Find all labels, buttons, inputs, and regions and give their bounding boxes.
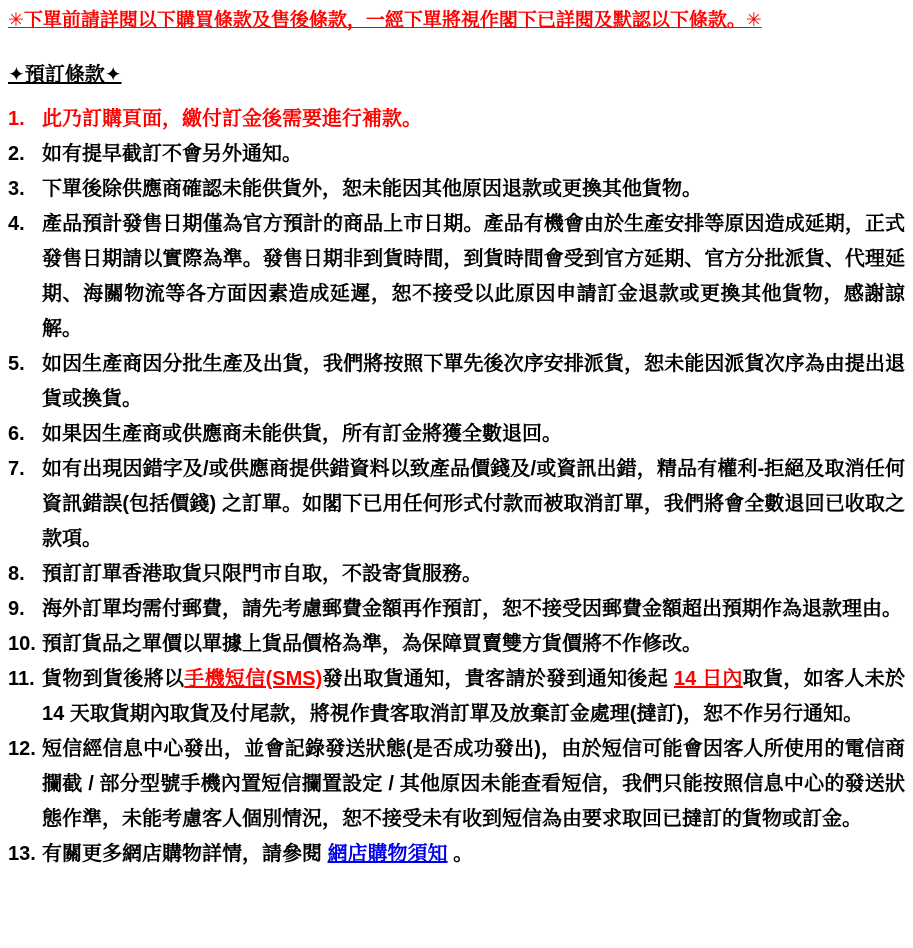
term-item-7 [8,452,905,557]
term-segment: 取貨，如客人未於 14 天取貨期內取貨及付尾款，將視作貴客取消訂單及放棄訂金處理(撻訂)，恕不作另行通知。 [42,668,906,725]
term-number: 11. [8,668,35,690]
term-number: 9. [8,598,25,620]
term-number: 12. [8,738,36,760]
term-number: 1. [8,108,25,130]
term-item-3 [8,172,905,207]
term-number: 3. [8,178,25,200]
term-item-13 [8,837,905,872]
term-segment: 貨物到貨後將以 [42,668,185,690]
term-segment: 海外訂單均需付郵費，請先考慮郵費金額再作預訂，恕不接受因郵費金額超出預期作為退款理由。 [42,598,902,620]
term-segment: 如因生產商因分批生產及出貨，我們將按照下單先後次序安排派貨，恕未能因派貨次序為由提出退貨或換貨。 [42,353,905,410]
pre-order-notice: ✳下單前請詳閱以下購買條款及售後條款，一經下單將視作閣下已詳閱及默認以下條款。✳ [8,10,762,31]
term-number: 2. [8,143,25,165]
term-segment: 如有出現因錯字及/或供應商提供錯資料以致產品價錢及/或資訊出錯，精品有權利-拒絕及取消任何資訊錯誤(包括價錢) 之訂單。如閣下已用任何形式付款而被取消訂單，我們將會全數退回已收取之款項。 [42,458,905,550]
term-text [42,423,562,445]
term-text [42,353,905,410]
term-number: 10. [8,633,36,655]
term-number: 6. [8,423,25,445]
term-segment: 下單後除供應商確認未能供貨外，恕未能因其他原因退款或更換其他貨物。 [42,178,702,200]
highlighted-term-text: 手機短信(SMS) [184,668,323,690]
term-segment: 有關更多網店購物詳情，請參閱 [42,843,328,865]
term-item-12 [8,732,905,837]
term-text [42,598,902,620]
term-text [42,178,702,200]
term-segment: 如有提早截訂不會另外通知。 [42,143,302,165]
term-segment: 如果因生產商或供應商未能供貨，所有訂金將獲全數退回。 [42,423,562,445]
term-text [42,108,422,130]
term-item-4 [8,207,905,347]
term-number: 8. [8,563,25,585]
term-item-8 [8,557,905,592]
term-item-11 [8,662,905,732]
term-number: 13. [8,843,36,865]
term-item-2 [8,137,905,172]
term-segment: 發出取貨通知，貴客請於發到通知後起 [322,668,674,690]
term-text [42,563,482,585]
term-number: 7. [8,458,25,480]
term-text [42,633,702,655]
term-segment: 。 [447,843,474,865]
term-item-1 [8,102,905,137]
term-text [42,738,905,830]
term-number: 5. [8,353,25,375]
term-text [42,213,905,340]
term-text [42,843,473,865]
term-segment: 產品預計發售日期僅為官方預計的商品上市日期。產品有機會由於生產安排等原因造成延期，正式發售日期請以實際為準。發售日期非到貨時間，到貨時間會受到官方延期、官方分批派貨、代理延期、海關物流等各方面因素造成延遲，恕不接受以此原因申請訂金退款或更換其他貨物，感謝諒解。 [42,213,905,340]
term-text [42,143,302,165]
term-text [42,668,905,725]
term-segment: 短信經信息中心發出，並會記錄發送狀態(是否成功發出)，由於短信可能會因客人所使用的電信商攔截 / 部分型號手機內置短信攔置設定 / 其他原因未能查看短信，我們只能按照信息中心的發送狀態作準，未能考慮客人個別情況，恕不接受未有收到短信為由要求取回已撻訂的貨物或訂金。 [42,738,905,830]
term-item-6 [8,417,905,452]
term-item-9 [8,592,905,627]
term-segment: 此乃訂購頁面，繳付訂金後需要進行補款。 [42,108,422,130]
term-text [42,458,905,550]
term-item-5 [8,347,905,417]
section-heading: ✦預訂條款✦ [8,64,122,86]
term-item-10 [8,627,905,662]
highlighted-term-text: 14 日內 [673,668,743,690]
term-segment: 預訂貨品之單價以單據上貨品價格為準，為保障買賣雙方貨價將不作修改。 [42,633,702,655]
term-segment: 預訂訂單香港取貨只限門市自取，不設寄貨服務。 [42,563,482,585]
store-shopping-guide-link[interactable]: 網店購物須知 [327,843,448,865]
terms-list [8,102,905,872]
term-number: 4. [8,213,25,235]
